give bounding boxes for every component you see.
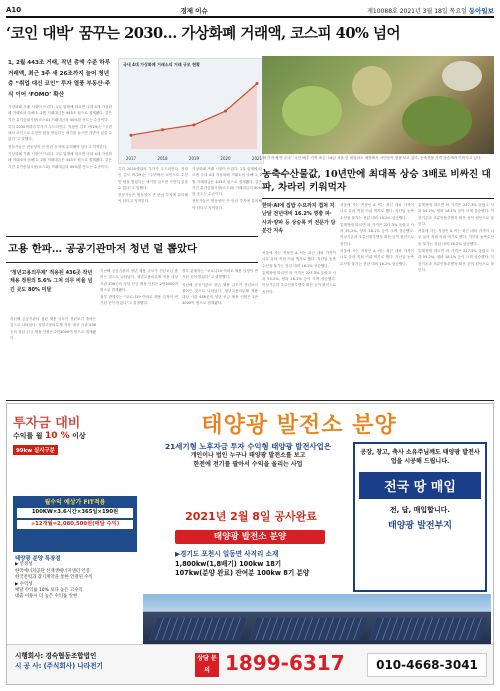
x-tick-label: 2019 [188,156,200,161]
ad-right-sub: 전, 답, 매입합니다. [389,506,451,514]
ad-rate-suffix: 이상 [72,432,86,440]
paragraph: 통계청에 따르면 파 가격은 227.3% 올랐고 사과 55.2%, 양파 18.1% 등이 크게 상승했다. 이상기온과 조류인플루엔자 확산 등이 원인으로 꼽힌다. [262,270,336,294]
contact-label: 상담 문의 [195,653,219,677]
paragraph: 가상화폐 거래 시장이 뜨겁다. 1일 업계에 따르면 국내 4대 가상화폐 거래소의 올해 1, 2월 거래대금은 443조 원으로 집계됐다. 같은 기간 유가증권시장(코스피) 거래대금의 40%를 웃도는 수준이다. [8,152,112,169]
article1-body-col1 [8,104,112,234]
paragraph: 정부 관계자는 “코로나19 여파로 채용 일정이 연기된 곳이 많았다”고 설명했다. [182,269,258,280]
paragraph: 서울에 사는 직장인 A 씨는 최근 대파 가격이 너무 올라 직접 키워 먹기로 했다. 지난달 농축수산물 물가는 전년 대비 16.2% 상승했다. [340,249,414,266]
article2-body-col1 [262,250,336,398]
ad-desc-line1: 21세기형 노후자금 투자 수익형 태양광 발전사업은 [165,442,331,451]
ad-location-line2: 1,800kw(1,8배기) 100kw 18기 [175,559,282,568]
feature-item: ▶ 안정성 [15,562,33,568]
divider [262,198,494,199]
ad-rate [13,431,86,441]
ad-rate-prefix: 수익률 월 [13,432,43,440]
feature-item: ▶ 수익성 [15,581,33,587]
data-point [224,110,227,113]
article3-body-col3 [182,268,258,398]
feature-item: 매달 수익률 10% 보다 높은 고수익 [15,588,83,594]
ad-right-text: 공장, 창고, 축사 소유주님께도 태양광 발전사업을 시공해 드립니다. [360,449,480,465]
panel-result: ÷12개월=2,080,500원(매달 수익) [17,520,133,529]
paragraph: 가상화폐 거래 시장이 뜨겁다. 1일 업계에 따르면 국내 4대 가상화폐 거래소의 올해 1, 2월 거래대금은 443조 원으로 집계됐다. 같은 기간 유가증권시장(코스피) 거래대금의 40%를 웃도는 수준이다. [192,167,262,197]
ad-company [15,651,103,671]
divider [6,236,258,237]
paragraph: 서울에 사는 직장인 A 씨는 최근 대파 가격이 너무 올라 직접 키워 먹기로 했다. 지난달 농축수산물 물가는 전년 대비 16.2% 상승했다. [340,203,414,220]
series-area [131,84,257,149]
paragraph: 전문가들은 변동성이 큰 만큼 투자에 유의해야 한다고 지적한다. [192,199,262,210]
company-line2: 시 공 사: (주식회사) 나라전기 [15,662,103,670]
ad-right-land: 태양광 발전부지 [388,521,452,531]
photo-caption: ‘비가 아예 안 온다’ ‘국산 배추 가격 폭등’ 16일 서울 한 대형마트 매장에서 시민들이 장을 보고 있다. 농축산물 가격 상승세가 이어지고 있다. [262,156,482,160]
article3-lede: ‘청년고용의무제’ 적용된 436곳 작년 채용 정원의 5.6% 그쳐 의무 비율 넘긴 곳도 80% 미달 [10,270,93,293]
article3-body-col2 [100,268,178,398]
paragraph: 서울에 사는 직장인 A 씨는 최근 대파 가격이 너무 올라 직접 키워 먹기로 했다. 지난달 농축수산물 물가는 전년 대비 16.2% 상승했다. [418,229,494,246]
chart-title: 국내 4대 가상화폐 거래소의 거래 규모 현황 [123,62,200,67]
ad-tag: 99kw 실지구분 [13,445,58,455]
paragraph: 지난해 공공기관의 청년 채용 규모가 전년보다 줄어든 것으로 나타났다. 청년고용의무제 적용 대상 기관 436곳의 청년 신규 채용 인원은 2만3000여 명으로 집계됐다. [10,317,96,340]
data-point [256,82,259,85]
x-tick-label: 2020 [220,156,231,161]
article1-body-col2 [118,166,188,236]
panel-title: 월수익 예상가 FIT적용 [44,499,106,506]
x-tick-label: 2017 [125,156,137,161]
ad-desc-line3: 한전에 전기를 팔아서 수익을 올리는 사업 [193,461,303,468]
paragraph: 지난해 공공기관의 청년 채용 규모가 전년보다 줄어든 것으로 나타났다. 청년고용의무제 적용 대상 기관 436곳의 청년 신규 채용 인원은 2만3000여 명으로 집계됐다. [100,269,178,292]
panel-formula: 100KW×3.6시간×365일×190원 [17,508,133,517]
article2-headline: 농축수산물값, 10년만에 최대폭 상승 3배로 비싸진 대파, 차라리 키워먹자 [262,169,491,193]
ad-desc-line2: 개인이나 법인 누구나 태양광 발전소를 보고 [190,452,306,459]
paragraph: 특히 2030세대의 투자가 두드러진다. 직장인 김모 씨(29)는 “주변에서 코인으로 수천만 원을 벌었다는 얘기를 들으면 가만히 있을 수 없다”고 말했다. [8,124,112,142]
paragraph: 통계청에 따르면 파 가격은 227.3% 올랐고 사과 55.2%, 양파 18.1% 등이 크게 상승했다. 이상기온과 조류인플루엔자 확산 등이 원인으로 꼽힌다. [418,203,494,226]
contact-mobile[interactable]: 010-4668-3041 [367,653,487,677]
article3-body-col1 [10,316,96,398]
newspaper-logo: 동아일보 [468,6,494,15]
vegetable-shape [402,96,472,146]
ad-footer [7,644,494,684]
paragraph: 특히 2030세대의 투자가 두드러진다. 직장인 김모 씨(29)는 “주변에서 코인으로 수천만 원을 벌었다는 얘기를 들으면 가만히 있을 수 없다”고 말했다. [118,167,188,190]
paragraph: 서울에 사는 직장인 A 씨는 최근 대파 가격이 너무 올라 직접 키워 먹기로 했다. 지난달 농축수산물 물가는 전년 대비 16.2% 상승했다. [262,251,336,268]
x-tick-label: 2018 [157,156,168,161]
ad-location-line3: 107kw(분양 완료) 잔여분 100kw 8기 분양 [175,569,310,578]
paragraph: 전문가들은 변동성이 큰 만큼 투자에 유의해야 한다고 지적한다. [8,144,108,149]
article2-lede: 한파·AI에 집밥 수요까지 겹쳐 지난달 전년대비 16.2% 껑충 파·사과·양파 등 상승폭 커 전문가 당분간 지속 [262,203,336,235]
ad-banner: 태양광 발전소 분양 [175,530,325,544]
vegetable-shape [442,61,482,91]
ad-right-box [353,442,487,592]
ad-title: 태양광 발전소 분양 [107,408,491,438]
paragraph: 가상화폐 거래 시장이 뜨겁다. 1일 업계에 따르면 국내 4대 가상화폐 거래소의 올해 1, 2월 거래대금은 443조 원으로 집계됐다. 같은 기간 유가증권시장(코스피) 거래대금의 40%를 웃도는 수준이다. [8,105,112,122]
ad-location-line1: ▶경기도 포천시 일동면 사직리 소재 [175,550,279,558]
issue-date: 제10088호 2021년 3월 18일 목요일 [367,7,467,15]
data-point [130,134,133,137]
contact-phone[interactable]: 1899-6317 [225,651,345,675]
vegetable-shape [282,86,342,136]
article1-body-col3 [192,166,262,236]
ad-description [143,442,353,469]
feature-item: 한국에너지공단 신재생에너지센터 인증 [15,568,90,574]
features-heading: 태양광 분양 특장점 [15,556,61,562]
ad-rate-value: 10 % [44,431,70,441]
page-number: A10 [6,6,22,14]
ad-separator [6,400,494,401]
vegetable-shape [352,66,392,106]
paragraph: 통계청에 따르면 파 가격은 227.3% 올랐고 사과 55.2%, 양파 18.1% 등이 크게 상승했다. 이상기온과 조류인플루엔자 확산 등이 원인으로 꼽힌다. [418,249,494,272]
coin-chart [118,58,264,164]
ad-revenue-panel [13,496,137,552]
paragraph: 지난해 공공기관의 청년 채용 규모가 전년보다 줄어든 것으로 나타났다. 청년고용의무제 적용 대상 기관 436곳의 청년 신규 채용 인원은 2만3000여 명으로 집계됐다. [182,282,258,306]
chart-canvas [119,59,265,165]
ad-left-headline: 투자금 대비 [13,416,81,431]
ad-features [15,556,145,601]
data-point [161,128,164,131]
ad-location [175,550,325,579]
divider [6,262,258,263]
article2-body-col2 [340,202,414,398]
paragraph: 전문가들은 변동성이 큰 만큼 투자에 유의해야 한다고 지적한다. [118,193,188,204]
article2-body-col3 [418,202,494,398]
solar-panels-photo [143,594,491,644]
ad-right-banner: 전국 땅 매입 [359,472,481,499]
page-header [6,4,494,18]
article3-headline: 고용 한파… 공공기관마저 청년 덜 뽑았다 [8,243,198,255]
data-point [193,123,196,126]
paragraph: 정부 관계자는 “코로나19 여파로 채용 일정이 연기된 곳이 많았다”고 설명했다. [100,295,178,306]
solar-ad [6,403,494,685]
solar-panel [149,618,247,640]
section-title: 경제 이슈 [180,6,208,15]
ad-date: 2021년 2월 8일 공사완료 [185,510,317,523]
solar-panel [249,618,367,640]
company-line1: 시행회사: 경숙협동조합법인 [15,652,97,660]
feature-item: 대출 이용시 더 높은 수익률 실현 [15,594,78,600]
main-headline: ‘코인 대박’ 꿈꾸는 2030… 가상화폐 거래액, 코스피 40% 넘어 [6,25,401,42]
feature-item: 한국전력과 장기계약을 통한 안정된 수익 [15,575,93,581]
paragraph: 통계청에 따르면 파 가격은 227.3% 올랐고 사과 55.2%, 양파 18.1% 등이 크게 상승했다. 이상기온과 조류인플루엔자 확산 등이 원인으로 꼽힌다. [340,222,414,246]
solar-panel [369,618,487,640]
news-photo [262,56,494,154]
article1-lede: 1, 2월 443조 거래, 작년 총액 수준 하루 거래액, 최근 3주 새 26조까지 늘어 청년층 “취업 대신 코인” 투자 열풍 부동산·주식 이어 ‘FOMO’ 확산 [8,60,111,98]
x-tick-label: 2021 [251,156,263,161]
